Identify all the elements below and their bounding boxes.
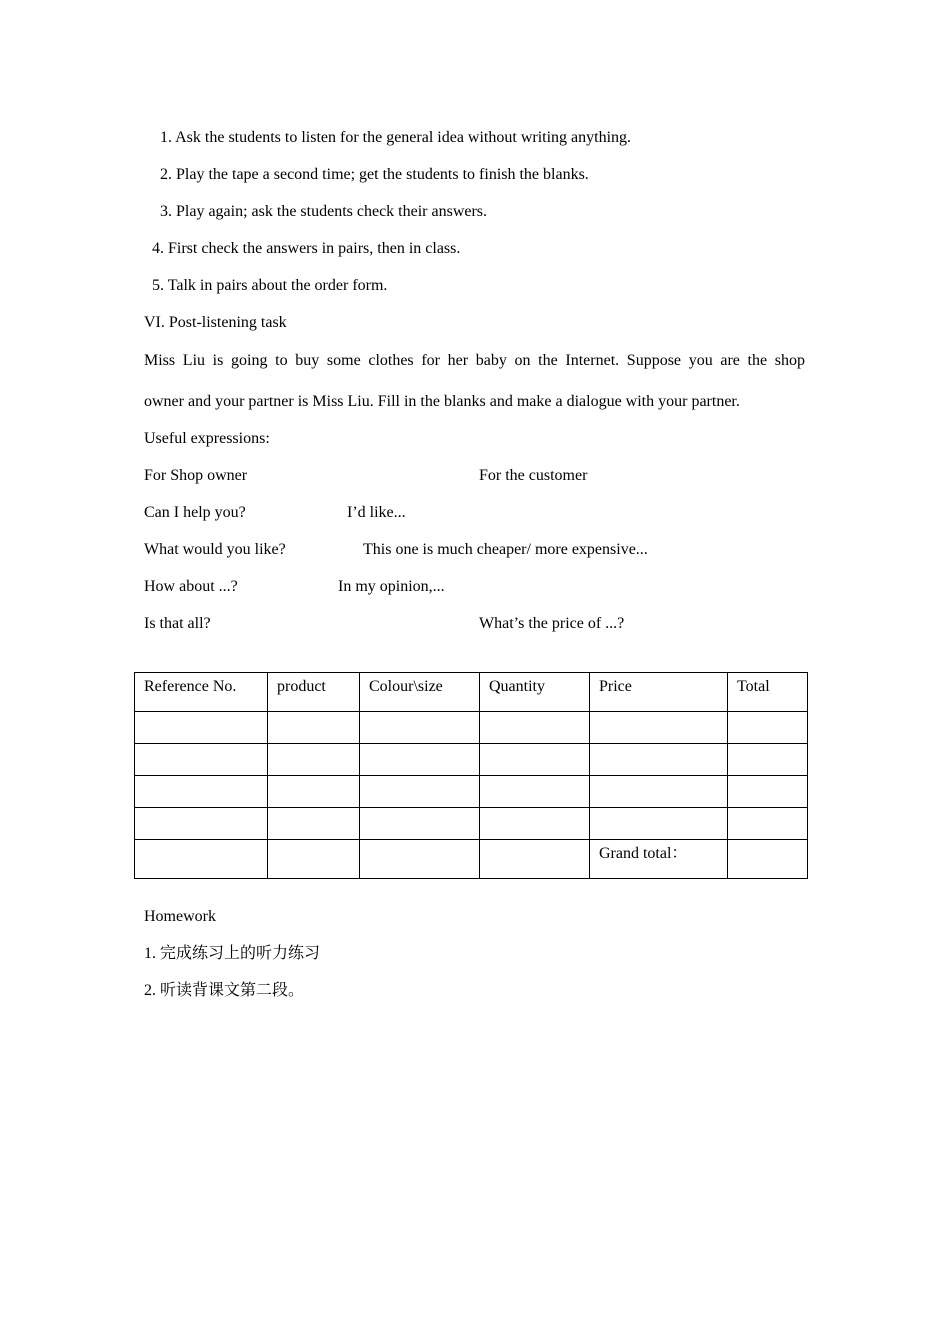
expression-shop-3: How about ...?: [144, 578, 238, 595]
blank-cell[interactable]: [480, 840, 590, 879]
expression-customer-3: In my opinion,...: [338, 578, 445, 595]
blank-cell[interactable]: [590, 712, 728, 744]
blank-cell[interactable]: [480, 744, 590, 776]
blank-cell[interactable]: [728, 744, 808, 776]
blank-cell[interactable]: [135, 776, 268, 808]
section-title: VI. Post-listening task: [144, 314, 287, 331]
blank-cell[interactable]: [480, 776, 590, 808]
blank-cell[interactable]: [728, 808, 808, 840]
blank-cell[interactable]: [135, 744, 268, 776]
expression-shop-2: What would you like?: [144, 541, 286, 558]
header-colour-size: Colour\size: [360, 673, 480, 712]
expression-customer-1: I’d like...: [347, 504, 406, 521]
grand-total-row: [135, 840, 808, 879]
table-header-row: [135, 673, 808, 712]
shop-owner-header: For Shop owner: [144, 467, 248, 484]
header-product: product: [268, 673, 360, 712]
blank-cell[interactable]: [135, 840, 268, 879]
blank-cell[interactable]: [360, 776, 480, 808]
homework-title: Homework: [144, 908, 216, 925]
step-1: 1. Ask the students to listen for the general idea without writing anything.: [160, 129, 632, 146]
table-row: [135, 744, 808, 776]
blank-cell[interactable]: [268, 744, 360, 776]
blank-cell[interactable]: [135, 712, 268, 744]
blank-cell[interactable]: [728, 776, 808, 808]
table-row: [135, 776, 808, 808]
expression-shop-1: Can I help you?: [144, 504, 246, 521]
blank-cell[interactable]: [360, 840, 480, 879]
step-3: 3. Play again; ask the students check their answers.: [160, 203, 488, 220]
blank-cell[interactable]: [590, 776, 728, 808]
blank-cell[interactable]: [360, 744, 480, 776]
table-row: [135, 808, 808, 840]
step-2: 2. Play the tape a second time; get the students to finish the blanks.: [160, 166, 589, 183]
header-total: Total: [728, 673, 808, 712]
expression-shop-4: Is that all?: [144, 615, 211, 632]
grand-total-label: Grand total：: [590, 840, 728, 879]
homework-item-2: 2. 听读背课文第二段。: [144, 982, 305, 999]
blank-cell[interactable]: [590, 744, 728, 776]
expression-customer-4: What’s the price of ...?: [479, 615, 625, 632]
grand-total-cell[interactable]: [728, 840, 808, 879]
blank-cell[interactable]: [268, 840, 360, 879]
blank-cell[interactable]: [480, 712, 590, 744]
blank-cell[interactable]: [268, 808, 360, 840]
header-price: Price: [590, 673, 728, 712]
expression-customer-2: This one is much cheaper/ more expensive...: [363, 541, 648, 558]
blank-cell[interactable]: [728, 712, 808, 744]
blank-cell[interactable]: [268, 776, 360, 808]
useful-expressions-label: Useful expressions:: [144, 430, 270, 447]
table-row: [135, 712, 808, 744]
header-quantity: Quantity: [480, 673, 590, 712]
task-description-line-2: owner and your partner is Miss Liu. Fill in the blanks and make a dialogue with your partner.: [144, 393, 740, 410]
order-form-table: [134, 672, 808, 879]
blank-cell[interactable]: [590, 808, 728, 840]
homework-item-1: 1. 完成练习上的听力练习: [144, 945, 321, 962]
blank-cell[interactable]: [135, 808, 268, 840]
customer-header: For the customer: [479, 467, 588, 484]
blank-cell[interactable]: [480, 808, 590, 840]
blank-cell[interactable]: [268, 712, 360, 744]
step-5: 5. Talk in pairs about the order form.: [152, 277, 388, 294]
task-description-line-1: Miss Liu is going to buy some clothes for her baby on the Internet. Suppose you are the shop: [144, 352, 805, 369]
step-4: 4. First check the answers in pairs, then in class.: [152, 240, 461, 257]
blank-cell[interactable]: [360, 808, 480, 840]
blank-cell[interactable]: [360, 712, 480, 744]
header-reference-no: Reference No.: [135, 673, 268, 712]
